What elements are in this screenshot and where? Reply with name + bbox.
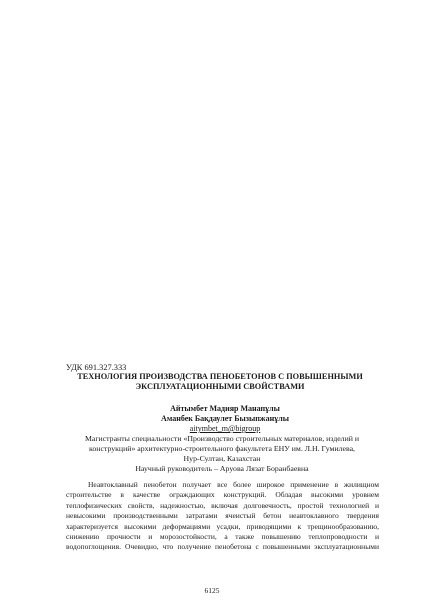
author-email: aitymbet_m@bigroup	[189, 424, 261, 433]
affiliation-line: конструкций» архитектурно-строительного факультета ЕНУ им. Л.Н. Гумилева,	[89, 444, 355, 453]
authors-block	[60, 404, 390, 434]
supervisor-line: Научный руководитель – Аруова Лязат Боранбаевна	[135, 464, 309, 473]
author-name: Аманбек Бақдаулет Бызыпжанұлы	[161, 414, 289, 423]
affiliation-block	[62, 434, 382, 474]
abstract-paragraph	[66, 480, 379, 553]
abstract-line: Неавтоклавный пенобетон получает все более широкое применение в жилищном	[88, 480, 379, 489]
paper-title	[60, 372, 380, 392]
udk-code: УДК 691.327.333	[66, 363, 127, 372]
affiliation-line: Нур-Султан, Казахстан	[183, 454, 261, 463]
author-name: Айтымбет Мадияр Манапұлы	[170, 404, 280, 413]
title-line: ТЕХНОЛОГИЯ ПРОИЗВОДСТВА ПЕНОБЕТОНОВ С ПОВЫШЕННЫМИ	[77, 372, 363, 381]
abstract-line: теплофизических свойств, надежностью, включая долговечность, простой технологией и	[66, 500, 379, 510]
abstract-line: снижению прочности и морозостойкости, а также повышению теплопроводности и	[66, 532, 379, 542]
abstract-line: невысокими производственными затратами ячеистый бетон неавтоклавного твердения	[66, 511, 379, 521]
abstract-line: характеризуется высокими деформациями усадки, приводящими к трещинообразованию,	[66, 521, 379, 531]
title-line: ЭКСПЛУАТАЦИОННЫМИ СВОЙСТВАМИ	[135, 382, 305, 391]
abstract-line: водопоглощения. Очевидно, что получение пенобетона с повышенными эксплуатационными	[66, 542, 379, 552]
page-number: 6125	[204, 586, 220, 595]
affiliation-line: Магистранты специальности «Производство строительных материалов, изделий и	[84, 434, 360, 443]
abstract-line: строительстве в качестве ограждающих конструкций. Обладая высокими уровнем	[66, 490, 379, 500]
